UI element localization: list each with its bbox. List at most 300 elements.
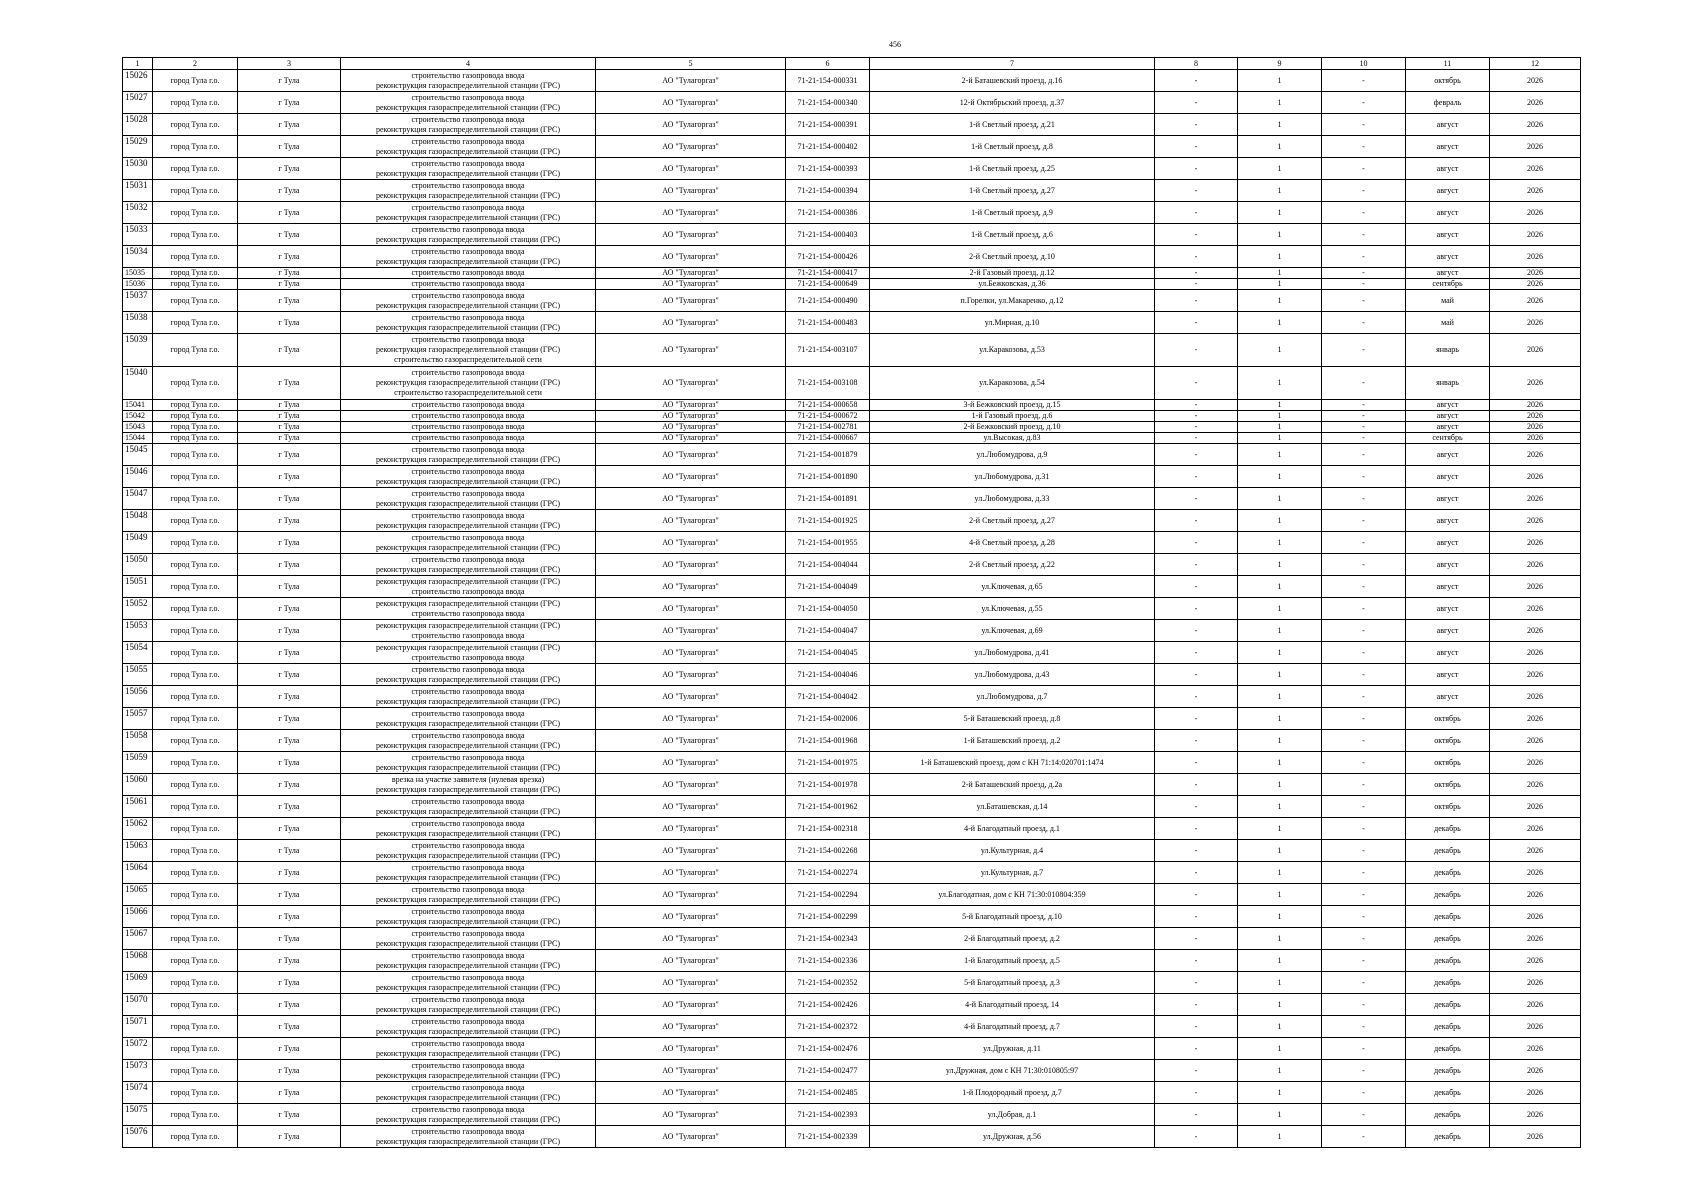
- org-cell: АО "Тулагоргаз": [596, 972, 786, 994]
- c9-cell: 1: [1238, 642, 1322, 664]
- year-cell: 2026: [1490, 246, 1581, 268]
- c10-cell: -: [1322, 422, 1406, 433]
- month-cell: декабрь: [1406, 862, 1490, 884]
- year-cell: 2026: [1490, 774, 1581, 796]
- year-cell: 2026: [1490, 708, 1581, 730]
- org-cell: АО "Тулагоргаз": [596, 466, 786, 488]
- c9-cell: 1: [1238, 972, 1322, 994]
- month-cell: декабрь: [1406, 884, 1490, 906]
- work-type-line: строительство газопровода ввода: [411, 180, 525, 190]
- c8-cell: -: [1155, 70, 1238, 92]
- year-cell: 2026: [1490, 400, 1581, 411]
- addr-cell: ул.Высокая, д.83: [870, 433, 1155, 444]
- row-number-cell: 15068: [123, 950, 153, 972]
- month-cell: август: [1406, 136, 1490, 158]
- year-cell: 2026: [1490, 906, 1581, 928]
- addr-cell: 1-й Светлый проезд, д.27: [870, 180, 1155, 202]
- city-cell: город Тула г.о.: [153, 466, 238, 488]
- work-type-line: реконструкция газораспределительной станции (ГРС): [375, 542, 561, 552]
- work-type-line: строительство газопровода ввода: [411, 422, 525, 431]
- header-cell: 3: [238, 58, 341, 70]
- row-number-cell: 15054: [123, 642, 153, 664]
- c9-cell: 1: [1238, 818, 1322, 840]
- org-cell: АО "Тулагоргаз": [596, 554, 786, 576]
- addr-cell: 1-й Светлый проезд, д.9: [870, 202, 1155, 224]
- code-cell: 71-21-154-000426: [786, 246, 870, 268]
- code-cell: 71-21-154-002477: [786, 1060, 870, 1082]
- c10-cell: -: [1322, 1016, 1406, 1038]
- row-number-cell: 15053: [123, 620, 153, 642]
- row-number-cell: 15030: [123, 158, 153, 180]
- c8-cell: -: [1155, 92, 1238, 114]
- city-cell: город Тула г.о.: [153, 488, 238, 510]
- row-number-cell: 15026: [123, 70, 153, 92]
- header-cell: 12: [1490, 58, 1581, 70]
- addr-cell: п.Горелки, ул.Макаренко, д.12: [870, 290, 1155, 312]
- addr-cell: ул.Мирная, д.10: [870, 312, 1155, 334]
- c8-cell: -: [1155, 1038, 1238, 1060]
- code-cell: 71-21-154-002372: [786, 1016, 870, 1038]
- c8-cell: -: [1155, 1082, 1238, 1104]
- loc-cell: г Тула: [238, 840, 341, 862]
- month-cell: декабрь: [1406, 1082, 1490, 1104]
- work-type-line: строительство газопровода ввода: [411, 586, 525, 596]
- year-cell: 2026: [1490, 598, 1581, 620]
- loc-cell: г Тула: [238, 422, 341, 433]
- org-cell: АО "Тулагоргаз": [596, 1082, 786, 1104]
- month-cell: декабрь: [1406, 950, 1490, 972]
- row-number-cell: 15070: [123, 994, 153, 1016]
- city-cell: город Тула г.о.: [153, 598, 238, 620]
- work-type-line: строительство газопровода ввода: [411, 312, 525, 322]
- city-cell: город Тула г.о.: [153, 906, 238, 928]
- addr-cell: 2-й Светлый проезд, д.27: [870, 510, 1155, 532]
- code-cell: 71-21-154-000403: [786, 224, 870, 246]
- year-cell: 2026: [1490, 290, 1581, 312]
- work-type-line: строительство газопровода ввода: [411, 796, 525, 806]
- table-row: [123, 1038, 1581, 1060]
- org-cell: АО "Тулагоргаз": [596, 532, 786, 554]
- code-cell: 71-21-154-002393: [786, 1104, 870, 1126]
- c10-cell: -: [1322, 642, 1406, 664]
- header-cell: 4: [341, 58, 596, 70]
- org-cell: АО "Тулагоргаз": [596, 400, 786, 411]
- city-cell: город Тула г.о.: [153, 730, 238, 752]
- code-cell: 71-21-154-002781: [786, 422, 870, 433]
- work-type-line: реконструкция газораспределительной станции (ГРС): [375, 256, 561, 266]
- work-type-cell: [341, 334, 596, 367]
- org-cell: АО "Тулагоргаз": [596, 136, 786, 158]
- month-cell: май: [1406, 312, 1490, 334]
- year-cell: 2026: [1490, 862, 1581, 884]
- c9-cell: 1: [1238, 70, 1322, 92]
- c9-cell: 1: [1238, 202, 1322, 224]
- work-type-line: строительство газопровода ввода: [411, 950, 525, 960]
- c10-cell: -: [1322, 70, 1406, 92]
- c10-cell: -: [1322, 510, 1406, 532]
- code-cell: 71-21-154-000483: [786, 312, 870, 334]
- addr-cell: 2-й Баташевский проезд, д.2а: [870, 774, 1155, 796]
- row-number-cell: 15041: [123, 400, 153, 411]
- c8-cell: -: [1155, 444, 1238, 466]
- work-type-line: реконструкция газораспределительной станции (ГРС): [375, 190, 561, 200]
- c10-cell: -: [1322, 884, 1406, 906]
- work-type-line: реконструкция газораспределительной станции (ГРС): [375, 1026, 561, 1036]
- addr-cell: ул.Бежковская, д.36: [870, 279, 1155, 290]
- addr-cell: ул.Каракозова, д.54: [870, 367, 1155, 400]
- loc-cell: г Тула: [238, 488, 341, 510]
- row-number-cell: 15031: [123, 180, 153, 202]
- table-row: [123, 433, 1581, 444]
- work-type-line: строительство газопровода ввода: [411, 335, 525, 344]
- c9-cell: 1: [1238, 466, 1322, 488]
- row-number-cell: 15046: [123, 466, 153, 488]
- month-cell: октябрь: [1406, 752, 1490, 774]
- work-type-cell: [341, 598, 596, 620]
- c9-cell: 1: [1238, 576, 1322, 598]
- work-type-line: реконструкция газораспределительной станции (ГРС): [375, 982, 561, 992]
- work-type-line: строительство газопровода ввода: [411, 994, 525, 1004]
- c10-cell: -: [1322, 928, 1406, 950]
- work-type-line: строительство газопровода ввода: [411, 818, 525, 828]
- work-type-line: реконструкция газораспределительной станции (ГРС): [375, 80, 561, 90]
- c9-cell: 1: [1238, 994, 1322, 1016]
- loc-cell: г Тула: [238, 70, 341, 92]
- c9-cell: 1: [1238, 1038, 1322, 1060]
- c8-cell: -: [1155, 664, 1238, 686]
- row-number-cell: 15048: [123, 510, 153, 532]
- table-row: [123, 367, 1581, 400]
- work-type-line: реконструкция газораспределительной станции (ГРС): [375, 124, 561, 134]
- work-type-line: реконструкция газораспределительной станции (ГРС): [375, 146, 561, 156]
- c10-cell: -: [1322, 136, 1406, 158]
- c10-cell: -: [1322, 686, 1406, 708]
- row-number-cell: 15028: [123, 114, 153, 136]
- code-cell: 71-21-154-000331: [786, 70, 870, 92]
- work-type-line: строительство газопровода ввода: [411, 290, 525, 300]
- work-type-cell: [341, 1016, 596, 1038]
- work-type-line: реконструкция газораспределительной станции (ГРС): [375, 476, 561, 486]
- month-cell: декабрь: [1406, 1038, 1490, 1060]
- org-cell: АО "Тулагоргаз": [596, 279, 786, 290]
- org-cell: АО "Тулагоргаз": [596, 224, 786, 246]
- loc-cell: г Тула: [238, 510, 341, 532]
- city-cell: город Тула г.о.: [153, 114, 238, 136]
- org-cell: АО "Тулагоргаз": [596, 752, 786, 774]
- addr-cell: ул.Любомудрова, д.43: [870, 664, 1155, 686]
- c10-cell: -: [1322, 774, 1406, 796]
- org-cell: АО "Тулагоргаз": [596, 246, 786, 268]
- work-type-line: реконструкция газораспределительной станции (ГРС): [375, 598, 561, 608]
- loc-cell: г Тула: [238, 752, 341, 774]
- table-row: [123, 334, 1581, 367]
- loc-cell: г Тула: [238, 246, 341, 268]
- work-type-cell: [341, 488, 596, 510]
- c8-cell: -: [1155, 906, 1238, 928]
- month-cell: январь: [1406, 334, 1490, 367]
- work-type-cell: [341, 367, 596, 400]
- addr-cell: 1-й Газовый проезд, д.6: [870, 411, 1155, 422]
- c10-cell: -: [1322, 796, 1406, 818]
- table-row: [123, 928, 1581, 950]
- c8-cell: -: [1155, 950, 1238, 972]
- c10-cell: -: [1322, 312, 1406, 334]
- addr-cell: 1-й Баташевский проезд, дом с КН 71:14:020701:1474: [870, 752, 1155, 774]
- work-type-line: строительство газопровода ввода: [411, 630, 525, 640]
- code-cell: 71-21-154-001962: [786, 796, 870, 818]
- row-number-cell: 15062: [123, 818, 153, 840]
- org-cell: АО "Тулагоргаз": [596, 994, 786, 1016]
- work-type-cell: [341, 928, 596, 950]
- city-cell: город Тула г.о.: [153, 312, 238, 334]
- c8-cell: -: [1155, 642, 1238, 664]
- c9-cell: 1: [1238, 774, 1322, 796]
- org-cell: АО "Тулагоргаз": [596, 664, 786, 686]
- loc-cell: г Тула: [238, 1104, 341, 1126]
- table-row: [123, 411, 1581, 422]
- month-cell: август: [1406, 576, 1490, 598]
- loc-cell: г Тула: [238, 862, 341, 884]
- addr-cell: 1-й Плодородный проезд, д.7: [870, 1082, 1155, 1104]
- table-row: [123, 510, 1581, 532]
- c10-cell: -: [1322, 367, 1406, 400]
- loc-cell: г Тула: [238, 664, 341, 686]
- c8-cell: -: [1155, 752, 1238, 774]
- city-cell: город Тула г.о.: [153, 796, 238, 818]
- c10-cell: -: [1322, 466, 1406, 488]
- city-cell: город Тула г.о.: [153, 752, 238, 774]
- month-cell: октябрь: [1406, 708, 1490, 730]
- work-type-cell: [341, 510, 596, 532]
- c10-cell: -: [1322, 730, 1406, 752]
- addr-cell: 2-й Газовый проезд, д.12: [870, 268, 1155, 279]
- row-number-cell: 15047: [123, 488, 153, 510]
- addr-cell: 12-й Октябрьский проезд, д.37: [870, 92, 1155, 114]
- loc-cell: г Тула: [238, 576, 341, 598]
- work-type-line: строительство газопровода ввода: [411, 246, 525, 256]
- table-row: [123, 1126, 1581, 1148]
- month-cell: август: [1406, 411, 1490, 422]
- work-type-line: реконструкция газораспределительной станции (ГРС): [375, 1114, 561, 1124]
- header-cell: 2: [153, 58, 238, 70]
- code-cell: 71-21-154-002268: [786, 840, 870, 862]
- org-cell: АО "Тулагоргаз": [596, 950, 786, 972]
- loc-cell: г Тула: [238, 433, 341, 444]
- table-row: [123, 664, 1581, 686]
- addr-cell: 2-й Светлый проезд, д.22: [870, 554, 1155, 576]
- month-cell: декабрь: [1406, 1104, 1490, 1126]
- org-cell: АО "Тулагоргаз": [596, 510, 786, 532]
- org-cell: АО "Тулагоргаз": [596, 796, 786, 818]
- addr-cell: ул.Ключевая, д.55: [870, 598, 1155, 620]
- row-number-cell: 15056: [123, 686, 153, 708]
- table-row: [123, 1082, 1581, 1104]
- work-type-line: реконструкция газораспределительной станции (ГРС): [375, 1070, 561, 1080]
- row-number-cell: 15032: [123, 202, 153, 224]
- addr-cell: 2-й Светлый проезд, д.10: [870, 246, 1155, 268]
- work-type-cell: [341, 70, 596, 92]
- loc-cell: г Тула: [238, 114, 341, 136]
- month-cell: октябрь: [1406, 730, 1490, 752]
- row-number-cell: 15061: [123, 796, 153, 818]
- table-row: [123, 290, 1581, 312]
- c9-cell: 1: [1238, 1082, 1322, 1104]
- c9-cell: 1: [1238, 334, 1322, 367]
- c10-cell: -: [1322, 818, 1406, 840]
- city-cell: город Тула г.о.: [153, 884, 238, 906]
- city-cell: город Тула г.о.: [153, 576, 238, 598]
- work-type-line: реконструкция газораспределительной станции (ГРС): [375, 894, 561, 904]
- code-cell: 71-21-154-004049: [786, 576, 870, 598]
- c9-cell: 1: [1238, 114, 1322, 136]
- work-type-cell: [341, 642, 596, 664]
- city-cell: город Тула г.о.: [153, 642, 238, 664]
- work-type-line: строительство газопровода ввода: [411, 554, 525, 564]
- row-number-cell: 15071: [123, 1016, 153, 1038]
- work-type-line: реконструкция газораспределительной станции (ГРС): [375, 300, 561, 310]
- header-cell: 6: [786, 58, 870, 70]
- work-type-line: реконструкция газораспределительной станции (ГРС): [375, 345, 561, 354]
- code-cell: 71-21-154-004044: [786, 554, 870, 576]
- year-cell: 2026: [1490, 818, 1581, 840]
- work-type-line: строительство газопровода ввода: [411, 532, 525, 542]
- c9-cell: 1: [1238, 268, 1322, 279]
- c8-cell: -: [1155, 180, 1238, 202]
- code-cell: 71-21-154-002485: [786, 1082, 870, 1104]
- work-type-line: реконструкция газораспределительной станции (ГРС): [375, 102, 561, 112]
- month-cell: август: [1406, 202, 1490, 224]
- work-type-line: строительство газопровода ввода: [411, 608, 525, 618]
- month-cell: август: [1406, 620, 1490, 642]
- month-cell: август: [1406, 268, 1490, 279]
- work-type-line: строительство газопровода ввода: [411, 158, 525, 168]
- org-cell: АО "Тулагоргаз": [596, 906, 786, 928]
- c10-cell: -: [1322, 400, 1406, 411]
- work-type-cell: [341, 950, 596, 972]
- city-cell: город Тула г.о.: [153, 972, 238, 994]
- work-type-cell: [341, 664, 596, 686]
- c9-cell: 1: [1238, 950, 1322, 972]
- code-cell: 71-21-154-002006: [786, 708, 870, 730]
- month-cell: август: [1406, 422, 1490, 433]
- work-type-line: строительство газопровода ввода: [411, 906, 525, 916]
- row-number-cell: 15045: [123, 444, 153, 466]
- month-cell: август: [1406, 180, 1490, 202]
- loc-cell: г Тула: [238, 950, 341, 972]
- c10-cell: -: [1322, 411, 1406, 422]
- code-cell: 71-21-154-004042: [786, 686, 870, 708]
- table-row: [123, 796, 1581, 818]
- table-row: [123, 554, 1581, 576]
- addr-cell: ул.Дружная, дом с КН 71:30:010805:97: [870, 1060, 1155, 1082]
- work-type-cell: [341, 730, 596, 752]
- work-type-line: строительство газопровода ввода: [411, 488, 525, 498]
- table-row: [123, 422, 1581, 433]
- month-cell: август: [1406, 532, 1490, 554]
- month-cell: август: [1406, 598, 1490, 620]
- work-type-line: реконструкция газораспределительной станции (ГРС): [375, 1092, 561, 1102]
- page-number: 456: [889, 40, 901, 49]
- table-row: [123, 686, 1581, 708]
- work-type-line: реконструкция газораспределительной станции (ГРС): [375, 806, 561, 816]
- code-cell: 71-21-154-001890: [786, 466, 870, 488]
- work-type-line: реконструкция газораспределительной станции (ГРС): [375, 916, 561, 926]
- work-type-cell: [341, 1038, 596, 1060]
- c10-cell: -: [1322, 972, 1406, 994]
- org-cell: АО "Тулагоргаз": [596, 598, 786, 620]
- c8-cell: -: [1155, 532, 1238, 554]
- loc-cell: г Тула: [238, 290, 341, 312]
- code-cell: 71-21-154-000402: [786, 136, 870, 158]
- table-body: [123, 70, 1581, 1148]
- table-row: [123, 268, 1581, 279]
- year-cell: 2026: [1490, 950, 1581, 972]
- table-row: [123, 532, 1581, 554]
- work-type-cell: [341, 400, 596, 411]
- c9-cell: 1: [1238, 224, 1322, 246]
- table-row: [123, 136, 1581, 158]
- work-type-line: строительство газопровода ввода: [411, 224, 525, 234]
- org-cell: АО "Тулагоргаз": [596, 312, 786, 334]
- city-cell: город Тула г.о.: [153, 1104, 238, 1126]
- c8-cell: -: [1155, 224, 1238, 246]
- work-type-cell: [341, 444, 596, 466]
- addr-cell: 1-й Благодатный проезд, д.5: [870, 950, 1155, 972]
- c8-cell: -: [1155, 268, 1238, 279]
- work-type-line: строительство газопровода ввода: [411, 708, 525, 718]
- row-number-cell: 15039: [123, 334, 153, 367]
- c10-cell: -: [1322, 576, 1406, 598]
- org-cell: АО "Тулагоргаз": [596, 928, 786, 950]
- table-row: [123, 1104, 1581, 1126]
- table-row: [123, 598, 1581, 620]
- year-cell: 2026: [1490, 411, 1581, 422]
- work-type-cell: [341, 862, 596, 884]
- city-cell: город Тула г.о.: [153, 202, 238, 224]
- c8-cell: -: [1155, 994, 1238, 1016]
- work-type-cell: [341, 290, 596, 312]
- org-cell: АО "Тулагоргаз": [596, 884, 786, 906]
- code-cell: 71-21-154-002299: [786, 906, 870, 928]
- code-cell: 71-21-154-004050: [786, 598, 870, 620]
- loc-cell: г Тула: [238, 972, 341, 994]
- year-cell: 2026: [1490, 664, 1581, 686]
- c9-cell: 1: [1238, 312, 1322, 334]
- year-cell: 2026: [1490, 202, 1581, 224]
- row-number-cell: 15058: [123, 730, 153, 752]
- c10-cell: -: [1322, 1060, 1406, 1082]
- year-cell: 2026: [1490, 279, 1581, 290]
- work-type-cell: [341, 92, 596, 114]
- c10-cell: -: [1322, 862, 1406, 884]
- code-cell: 71-21-154-002318: [786, 818, 870, 840]
- work-type-line: реконструкция газораспределительной станции (ГРС): [375, 576, 561, 586]
- work-type-line: строительство газопровода ввода: [411, 279, 525, 288]
- row-number-cell: 15049: [123, 532, 153, 554]
- work-type-line: реконструкция газораспределительной станции (ГРС): [375, 696, 561, 706]
- addr-cell: 1-й Светлый проезд, д.8: [870, 136, 1155, 158]
- table-row: [123, 708, 1581, 730]
- code-cell: 71-21-154-000417: [786, 268, 870, 279]
- org-cell: АО "Тулагоргаз": [596, 158, 786, 180]
- month-cell: август: [1406, 510, 1490, 532]
- c8-cell: -: [1155, 312, 1238, 334]
- work-type-line: строительство газопровода ввода: [411, 1060, 525, 1070]
- addr-cell: ул.Баташевская, д.14: [870, 796, 1155, 818]
- table-row: [123, 950, 1581, 972]
- table-row: [123, 92, 1581, 114]
- row-number-cell: 15050: [123, 554, 153, 576]
